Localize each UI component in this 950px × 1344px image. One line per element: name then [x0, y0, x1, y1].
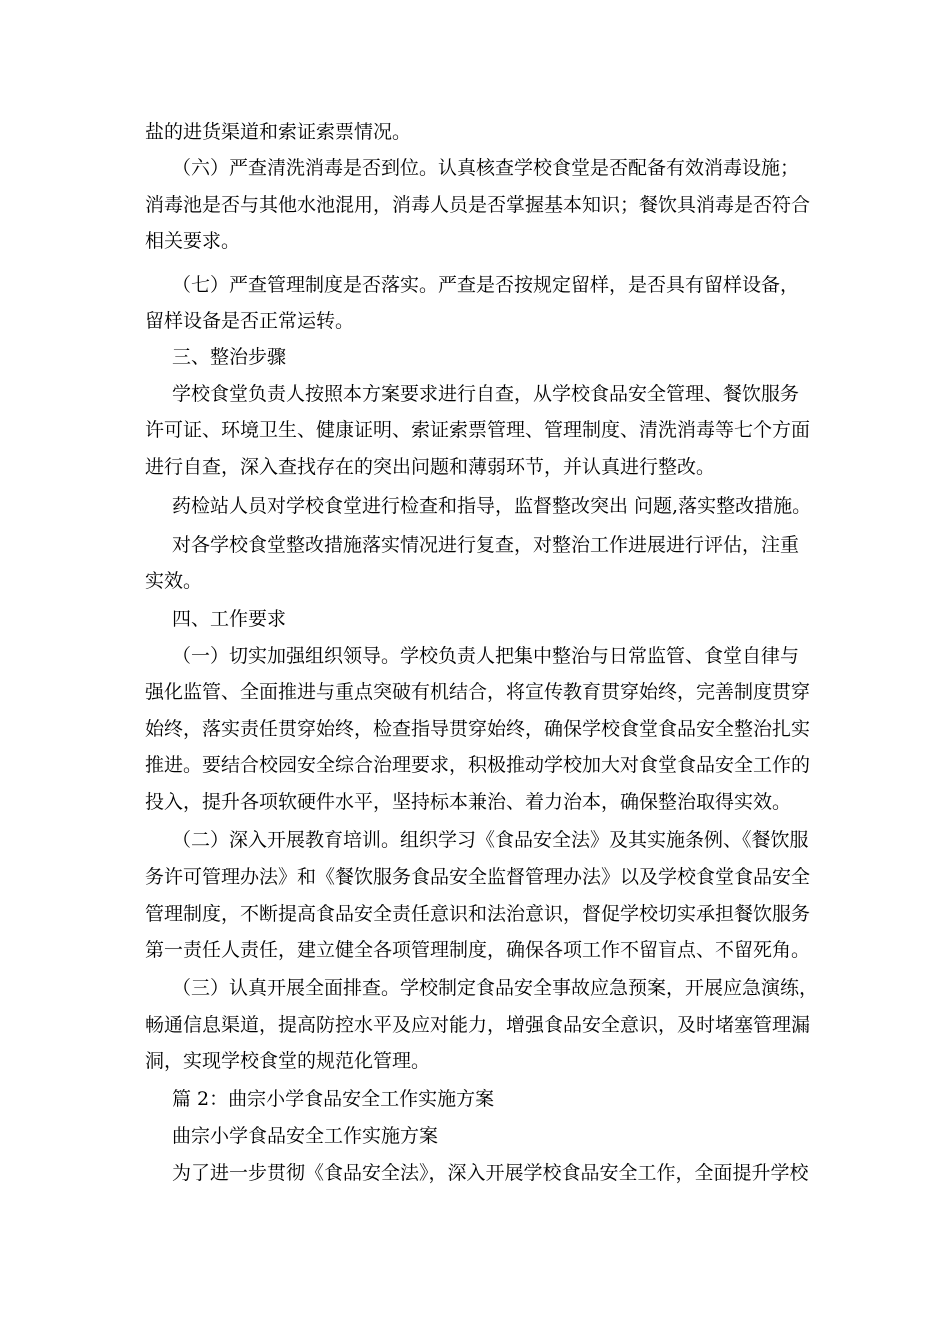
- body-text-line: 实效。: [145, 570, 203, 592]
- body-text-line: 相关要求。: [145, 230, 241, 252]
- paragraph-line: 药检站人员对学校食堂进行检查和指导，监督整改突出 问题,落实整改措施。: [172, 495, 812, 517]
- body-text-line: 投入，提升各项软硬件水平，坚持标本兼治、着力治本，确保整治取得实效。: [145, 791, 792, 813]
- body-text-line: 许可证、环境卫生、健康证明、索证索票管理、管理制度、清洗消毒等七个方面: [145, 419, 811, 441]
- section-item-7: （七）严查管理制度是否落实。严查是否按规定留样，是否具有留样设备，: [172, 274, 800, 296]
- body-text-line: 第一责任人责任，建立健全各项管理制度，确保各项工作不留盲点、不留死角。: [145, 939, 811, 961]
- section-item-6: （六）严查清洗消毒是否到位。认真核查学校食堂是否配备有效消毒设施；: [172, 157, 800, 179]
- body-text-line: 管理制度，不断提高食品安全责任意识和法治意识，督促学校切实承担餐饮服务: [145, 903, 811, 925]
- body-text-line: 始终，落实责任贯穿始终，检查指导贯穿始终，确保学校食堂食品安全整治扎实: [145, 718, 811, 740]
- body-text-line: 进行自查，深入查找存在的突出问题和薄弱环节，并认真进行整改。: [145, 456, 716, 478]
- document-title: 曲宗小学食品安全工作实施方案: [172, 1125, 439, 1147]
- section-item-1: （一）切实加强组织领导。学校负责人把集中整治与日常监管、食堂自律与: [172, 645, 800, 667]
- paragraph-line: 对各学校食堂整改措施落实情况进行复查，对整治工作进展进行评估，注重: [172, 534, 800, 556]
- body-text-line: 留样设备是否正常运转。: [145, 310, 355, 332]
- section-heading-4: 四、工作要求: [172, 608, 287, 630]
- body-text-line: 强化监管、全面推进与重点突破有机结合，将宣传教育贯穿始终，完善制度贯穿: [145, 681, 811, 703]
- body-text-line: 盐的进货渠道和索证索票情况。: [145, 121, 412, 143]
- body-text-line: 消毒池是否与其他水池混用，消毒人员是否掌握基本知识；餐饮具消毒是否符合: [145, 194, 811, 216]
- section-heading-3: 三、整治步骤: [172, 346, 287, 368]
- paragraph-line: 学校食堂负责人按照本方案要求进行自查，从学校食品安全管理、餐饮服务: [172, 383, 800, 405]
- body-text-line: 畅通信息渠道，提高防控水平及应对能力，增强食品安全意识，及时堵塞管理漏: [145, 1014, 811, 1036]
- chapter-heading: 篇 2：曲宗小学食品安全工作实施方案: [172, 1088, 495, 1110]
- body-text-line: 推进。要结合校园安全综合治理要求，积极推动学校加大对食堂食品安全工作的: [145, 754, 811, 776]
- body-text-line: 洞，实现学校食堂的规范化管理。: [145, 1050, 431, 1072]
- body-text-line: 务许可管理办法》和《餐饮服务食品安全监督管理办法》以及学校食堂食品安全: [145, 866, 811, 888]
- section-item-2: （二）深入开展教育培训。组织学习《食品安全法》及其实施条例、《餐饮服: [172, 829, 809, 851]
- section-item-3: （三）认真开展全面排查。学校制定食品安全事故应急预案，开展应急演练，: [172, 977, 819, 999]
- paragraph-line: 为了进一步贯彻《食品安全法》，深入开展学校食品安全工作，全面提升学校: [172, 1162, 809, 1184]
